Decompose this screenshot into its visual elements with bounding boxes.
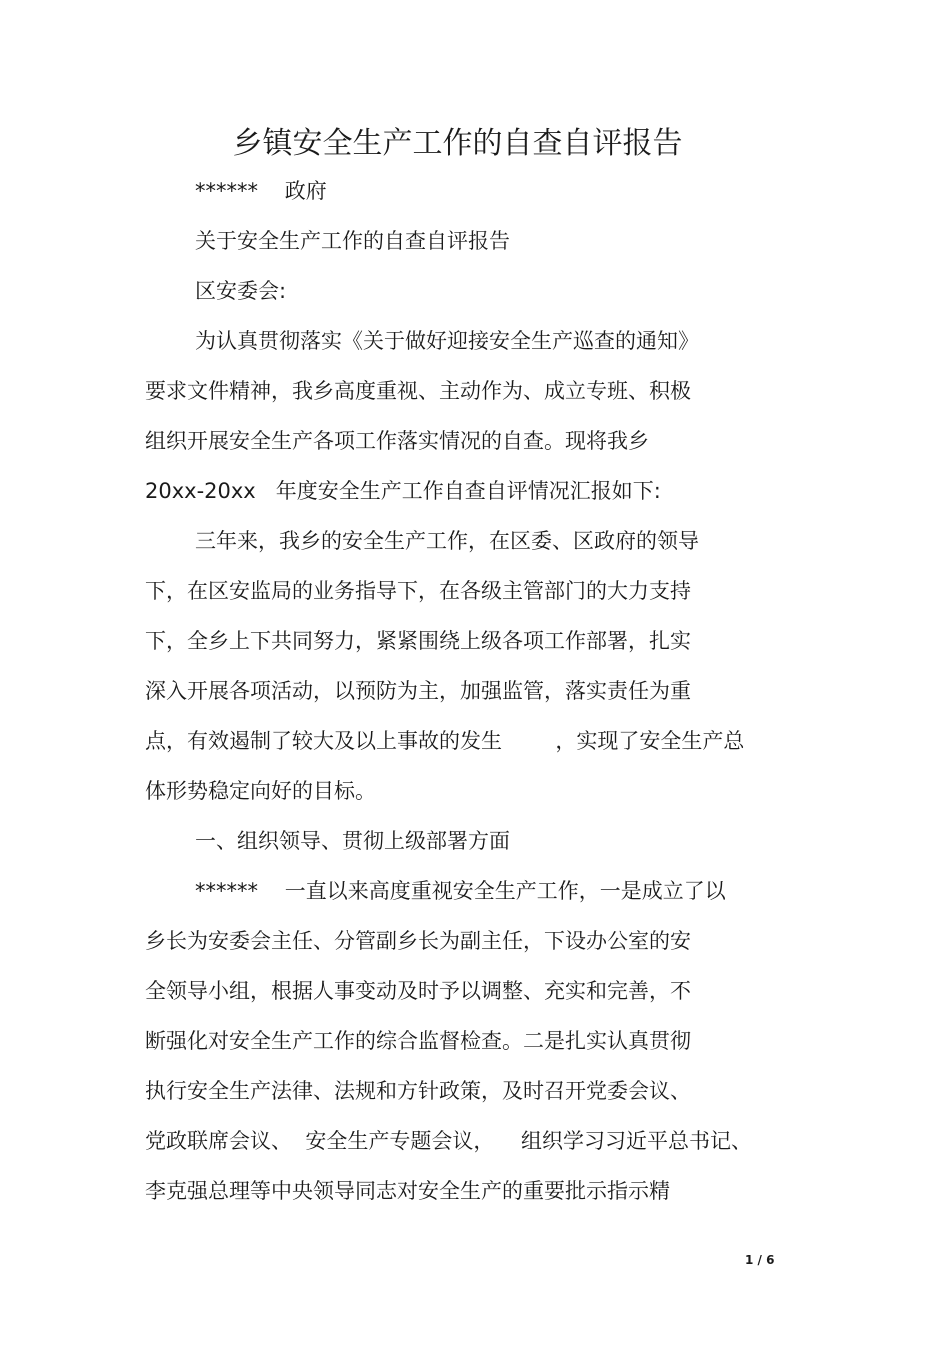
body-line: 下，在区安监局的业务指导下，在各级主管部门的大力支持 — [145, 579, 691, 603]
body-line: 为认真贯彻落实《关于做好迎接安全生产巡查的通知》 — [195, 329, 699, 353]
body-line: 要求文件精神，我乡高度重视、主动作为、成立专班、积极 — [145, 379, 691, 403]
body-line: 点，有效遏制了较大及以上事故的发生 ，实现了安全生产总 — [145, 729, 745, 753]
body-line: 深入开展各项活动，以预防为主，加强监管，落实责任为重 — [145, 679, 691, 703]
body-line: 三年来，我乡的安全生产工作，在区委、区政府的领导 — [195, 529, 699, 553]
document-title: 乡镇安全生产工作的自查自评报告 — [232, 126, 683, 161]
body-line: 20xx-20xx 年度安全生产工作自查自评情况汇报如下: — [145, 479, 661, 503]
body-line: 党政联席会议、 安全生产专题会议， 组织学习习近平总书记、 — [145, 1129, 753, 1153]
section-heading: 一、组织领导、贯彻上级部署方面 — [195, 829, 510, 853]
body-line: 体形势稳定向好的目标。 — [145, 779, 376, 803]
body-line: 组织开展安全生产各项工作落实情况的自查。现将我乡 — [145, 429, 649, 453]
body-line: 下，全乡上下共同努力，紧紧围绕上级各项工作部署，扎实 — [145, 629, 691, 653]
body-line: 执行安全生产法律、法规和方针政策，及时召开党委会议、 — [145, 1079, 691, 1103]
addressee-line: 区安委会: — [195, 279, 287, 303]
body-line: ****** 一直以来高度重视安全生产工作，一是成立了以 — [195, 879, 726, 903]
issuer-line: ****** 政府 — [195, 179, 327, 203]
body-line: 断强化对安全生产工作的综合监督检查。二是扎实认真贯彻 — [145, 1029, 691, 1053]
body-line: 李克强总理等中央领导同志对安全生产的重要批示指示精 — [145, 1179, 670, 1203]
body-line: 乡长为安委会主任、分管副乡长为副主任，下设办公室的安 — [145, 929, 691, 953]
body-line: 全领导小组，根据人事变动及时予以调整、充实和完善，不 — [145, 979, 691, 1003]
page-number: 1 / 6 — [745, 1253, 775, 1267]
report-subject-line: 关于安全生产工作的自查自评报告 — [195, 229, 510, 253]
